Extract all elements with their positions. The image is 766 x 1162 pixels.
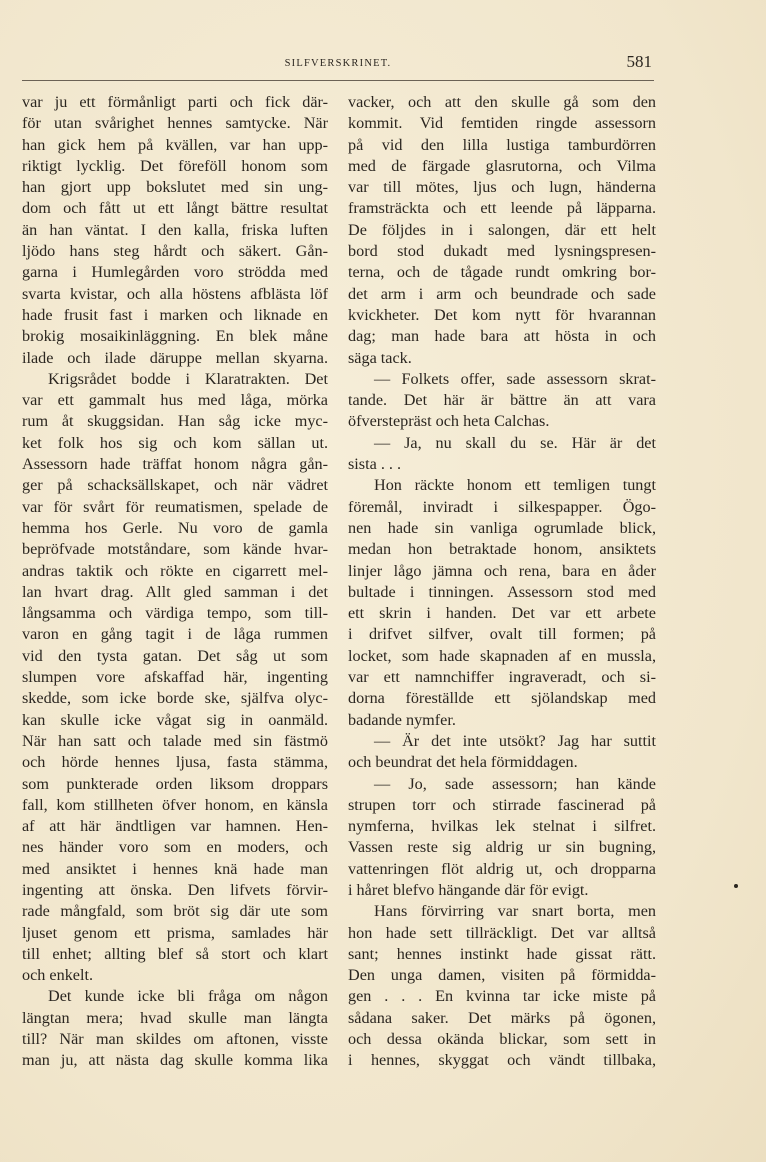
text-line: badande nymfer. <box>348 710 456 729</box>
text-line: vattenringen flöt aldrig ut, och dropparna <box>348 859 656 878</box>
text-line: Det kunde icke bli fråga om någon <box>48 987 328 1006</box>
text-line: sant; hennes instinkt hade gissat rätt. <box>348 944 656 963</box>
text-line: Hans förvirring var snart borta, men <box>374 902 656 921</box>
text-line: linjer lågo jämna och rena, bara en åder <box>348 561 656 580</box>
page-number: 581 <box>626 52 652 71</box>
text-line: Den unga damen, visiten på förmidda- <box>348 966 656 985</box>
text-line: dag; man hade bara att hösta in och <box>348 327 656 346</box>
text-line: riktigt lycklig. Det föreföll honom som <box>22 156 328 175</box>
text-line: terna, och de tågade rundt omkring bor- <box>348 263 656 282</box>
running-head <box>22 48 654 81</box>
text-line: säga tack. <box>348 348 412 367</box>
text-line: ljuset genom ett prisma, samlades här <box>22 923 328 942</box>
text-line: skedde, som icke borde ske, själfva olyc- <box>22 689 328 708</box>
text-line: sådana saker. Det märks på ögonen, <box>348 1008 656 1027</box>
text-line: än han väntat. I den kalla, friska luften <box>22 220 328 239</box>
text-line: hemma hos Gerle. Nu voro de gamla <box>22 518 328 537</box>
text-line: han gjort upp bokslutet med sin ung- <box>22 178 328 197</box>
text-line: var ett namnchiffer ingraveradt, och si- <box>348 668 656 687</box>
text-line: Krigsrådet bodde i Klaratrakten. Det <box>48 369 328 388</box>
text-line: — Folkets offer, sade assessorn skrat- <box>374 369 656 388</box>
text-line: kan skulle icke vågat sig in oanmäld. <box>22 710 328 729</box>
text-line: Hon räckte honom ett temligen tungt <box>374 476 656 495</box>
text-line: ket folk hos sig och kom sällan ut. <box>22 433 328 452</box>
text-line: framsträckta och ett leende på läpparna. <box>348 199 656 218</box>
text-line: af att här ändtligen var hamnen. Hen- <box>22 817 328 836</box>
running-title: SILFVERSKRINET. <box>284 58 392 69</box>
text-line: ljödo hans steg hårdt och säkert. Gån- <box>22 242 328 261</box>
text-line: det arm i arm och beundrade och sade <box>348 284 656 303</box>
text-line: slumpen vore afskaffad här, ingenting <box>22 668 328 687</box>
text-line: nymferna, hvilkas lek stelnat i silfret. <box>348 817 656 836</box>
text-line: — Är det inte utsökt? Jag har suttit <box>374 731 656 750</box>
text-line: hade frusit fast i marken och liknade en <box>22 305 328 324</box>
text-line: kvickheter. Det kom nytt för hvarannan <box>348 305 656 324</box>
left-column <box>22 92 328 1072</box>
text-line: fall, kom stillheten öfver honom, en känsla <box>22 795 328 814</box>
text-line: man ju, att nästa dag skulle komma lika <box>22 1051 328 1070</box>
text-line: öfverstepräst och heta Calchas. <box>348 412 550 431</box>
text-line: ger på schacksällskapet, och när vädret <box>22 476 328 495</box>
text-line: bultade i tinningen. Assessorn stod med <box>348 582 656 601</box>
text-line: var ju ett förmånligt parti och fick där- <box>22 93 328 111</box>
text-line: till enhet; allting blef så stort och klart <box>22 944 328 963</box>
text-line: lan hvart drag. Allt gled samman i det <box>22 582 328 601</box>
text-line: locket, som hade skapnaden af en mussla, <box>348 646 656 665</box>
text-line: garna i Humlegården voro strödda med <box>22 263 328 282</box>
text-line: ilade och ilade däruppe mellan skyarna. <box>22 348 328 367</box>
text-line: längtan mera; hvad skulle man längta <box>22 1008 328 1027</box>
text-line: medan hon betraktade honom, ansiktets <box>348 540 656 559</box>
text-line: sista . . . <box>348 455 402 474</box>
text-line: var till mötes, ljus och lugn, händerna <box>348 178 656 197</box>
text-line: rade mångfald, som bröt sig där ute som <box>22 902 328 921</box>
text-line: strupen torr och stirrade fascinerad på <box>348 795 656 814</box>
text-line: nes händer voro som en moders, och <box>22 838 328 857</box>
text-line: andras taktik och rökte en cigarrett mel- <box>22 561 328 580</box>
text-line: — Ja, nu skall du se. Här är det <box>374 433 656 452</box>
text-line: Assessorn hade träffat honom några gån- <box>22 455 328 474</box>
text-line: för utan svårighet hennes samtycke. När <box>22 114 328 133</box>
text-line: nen hade sin vanliga ogrumlade blick, <box>348 518 656 537</box>
text-line: till? När man skildes om aftonen, visste <box>22 1030 328 1049</box>
text-line: och dessa okända blickar, som sett in <box>348 1030 656 1049</box>
text-line: i drifvet silfver, ovalt till formen; på <box>348 625 656 644</box>
text-line: De följdes in i salongen, där ett helt <box>348 220 656 239</box>
text-line: långsamma och värdiga tempo, som till- <box>22 604 328 623</box>
text-line: och beundrat det hela förmiddagen. <box>348 753 578 772</box>
text-line: var ett gammalt hus med låga, mörka <box>22 391 328 410</box>
text-line: svarta kvistar, och alla höstens afblästa löf <box>22 284 328 303</box>
text-line: på vid den lilla lustiga tamburdörren <box>348 135 656 154</box>
margin-mark <box>734 884 738 888</box>
right-column <box>348 92 656 1072</box>
text-line: var för svårt för reumatismen, spelade de <box>22 497 328 516</box>
text-line: ett skrin i handen. Det var ett arbete <box>348 604 656 623</box>
text-line: med ansiktet i hennes knä hade man <box>22 859 328 878</box>
text-line: bepröfvade motståndare, som kände hvar- <box>22 540 328 559</box>
text-line: — Jo, sade assessorn; han kände <box>374 774 656 793</box>
text-line: bord stod dukadt med lysningspresen- <box>348 242 656 261</box>
text-line: och hörde hennes ljusa, fasta stämma, <box>22 753 328 772</box>
text-line: brokig mosaikinläggning. En blek måne <box>22 327 328 346</box>
text-line: rum åt skuggsidan. Han såg icke myc- <box>22 412 328 431</box>
text-line: dom och fått ut ett långt bättre resultat <box>22 199 328 218</box>
text-line: gen . . . En kvinna tar icke miste på <box>348 987 656 1006</box>
text-line: i hennes, skyggat och vändt tillbaka, <box>348 1051 656 1070</box>
text-line: med de färgade glasrutorna, och Vilma <box>348 156 656 175</box>
text-line: kommit. Vid femtiden ringde assessorn <box>348 114 656 133</box>
text-line: som punkterade orden liksom droppars <box>22 774 328 793</box>
text-line: föremål, inviradt i silkespapper. Ögo- <box>348 497 656 516</box>
text-line: dorna föreställde ett sjölandskap med <box>348 689 656 708</box>
text-line: Vassen reste sig aldrig ur sin bugning, <box>348 838 656 857</box>
text-line: När han satt och talade med sin fästmö <box>22 731 328 750</box>
text-line: varon en gång tagit i de låga rummen <box>22 625 328 644</box>
text-line: ingenting att önska. Den lifvets förvir- <box>22 880 328 899</box>
text-line: hon hade sett tillräckligt. Det var alltså <box>348 923 656 942</box>
text-line: vacker, och att den skulle gå som den <box>348 93 656 111</box>
text-line: tande. Det här är bättre än att vara <box>348 391 656 410</box>
text-line: vid den tysta gatan. Det såg ut som <box>22 646 328 665</box>
text-line: och enkelt. <box>22 966 94 985</box>
text-line: han gick hem på kvällen, var han upp- <box>22 135 328 154</box>
text-line: i håret blefvo hängande där för evigt. <box>348 880 589 899</box>
